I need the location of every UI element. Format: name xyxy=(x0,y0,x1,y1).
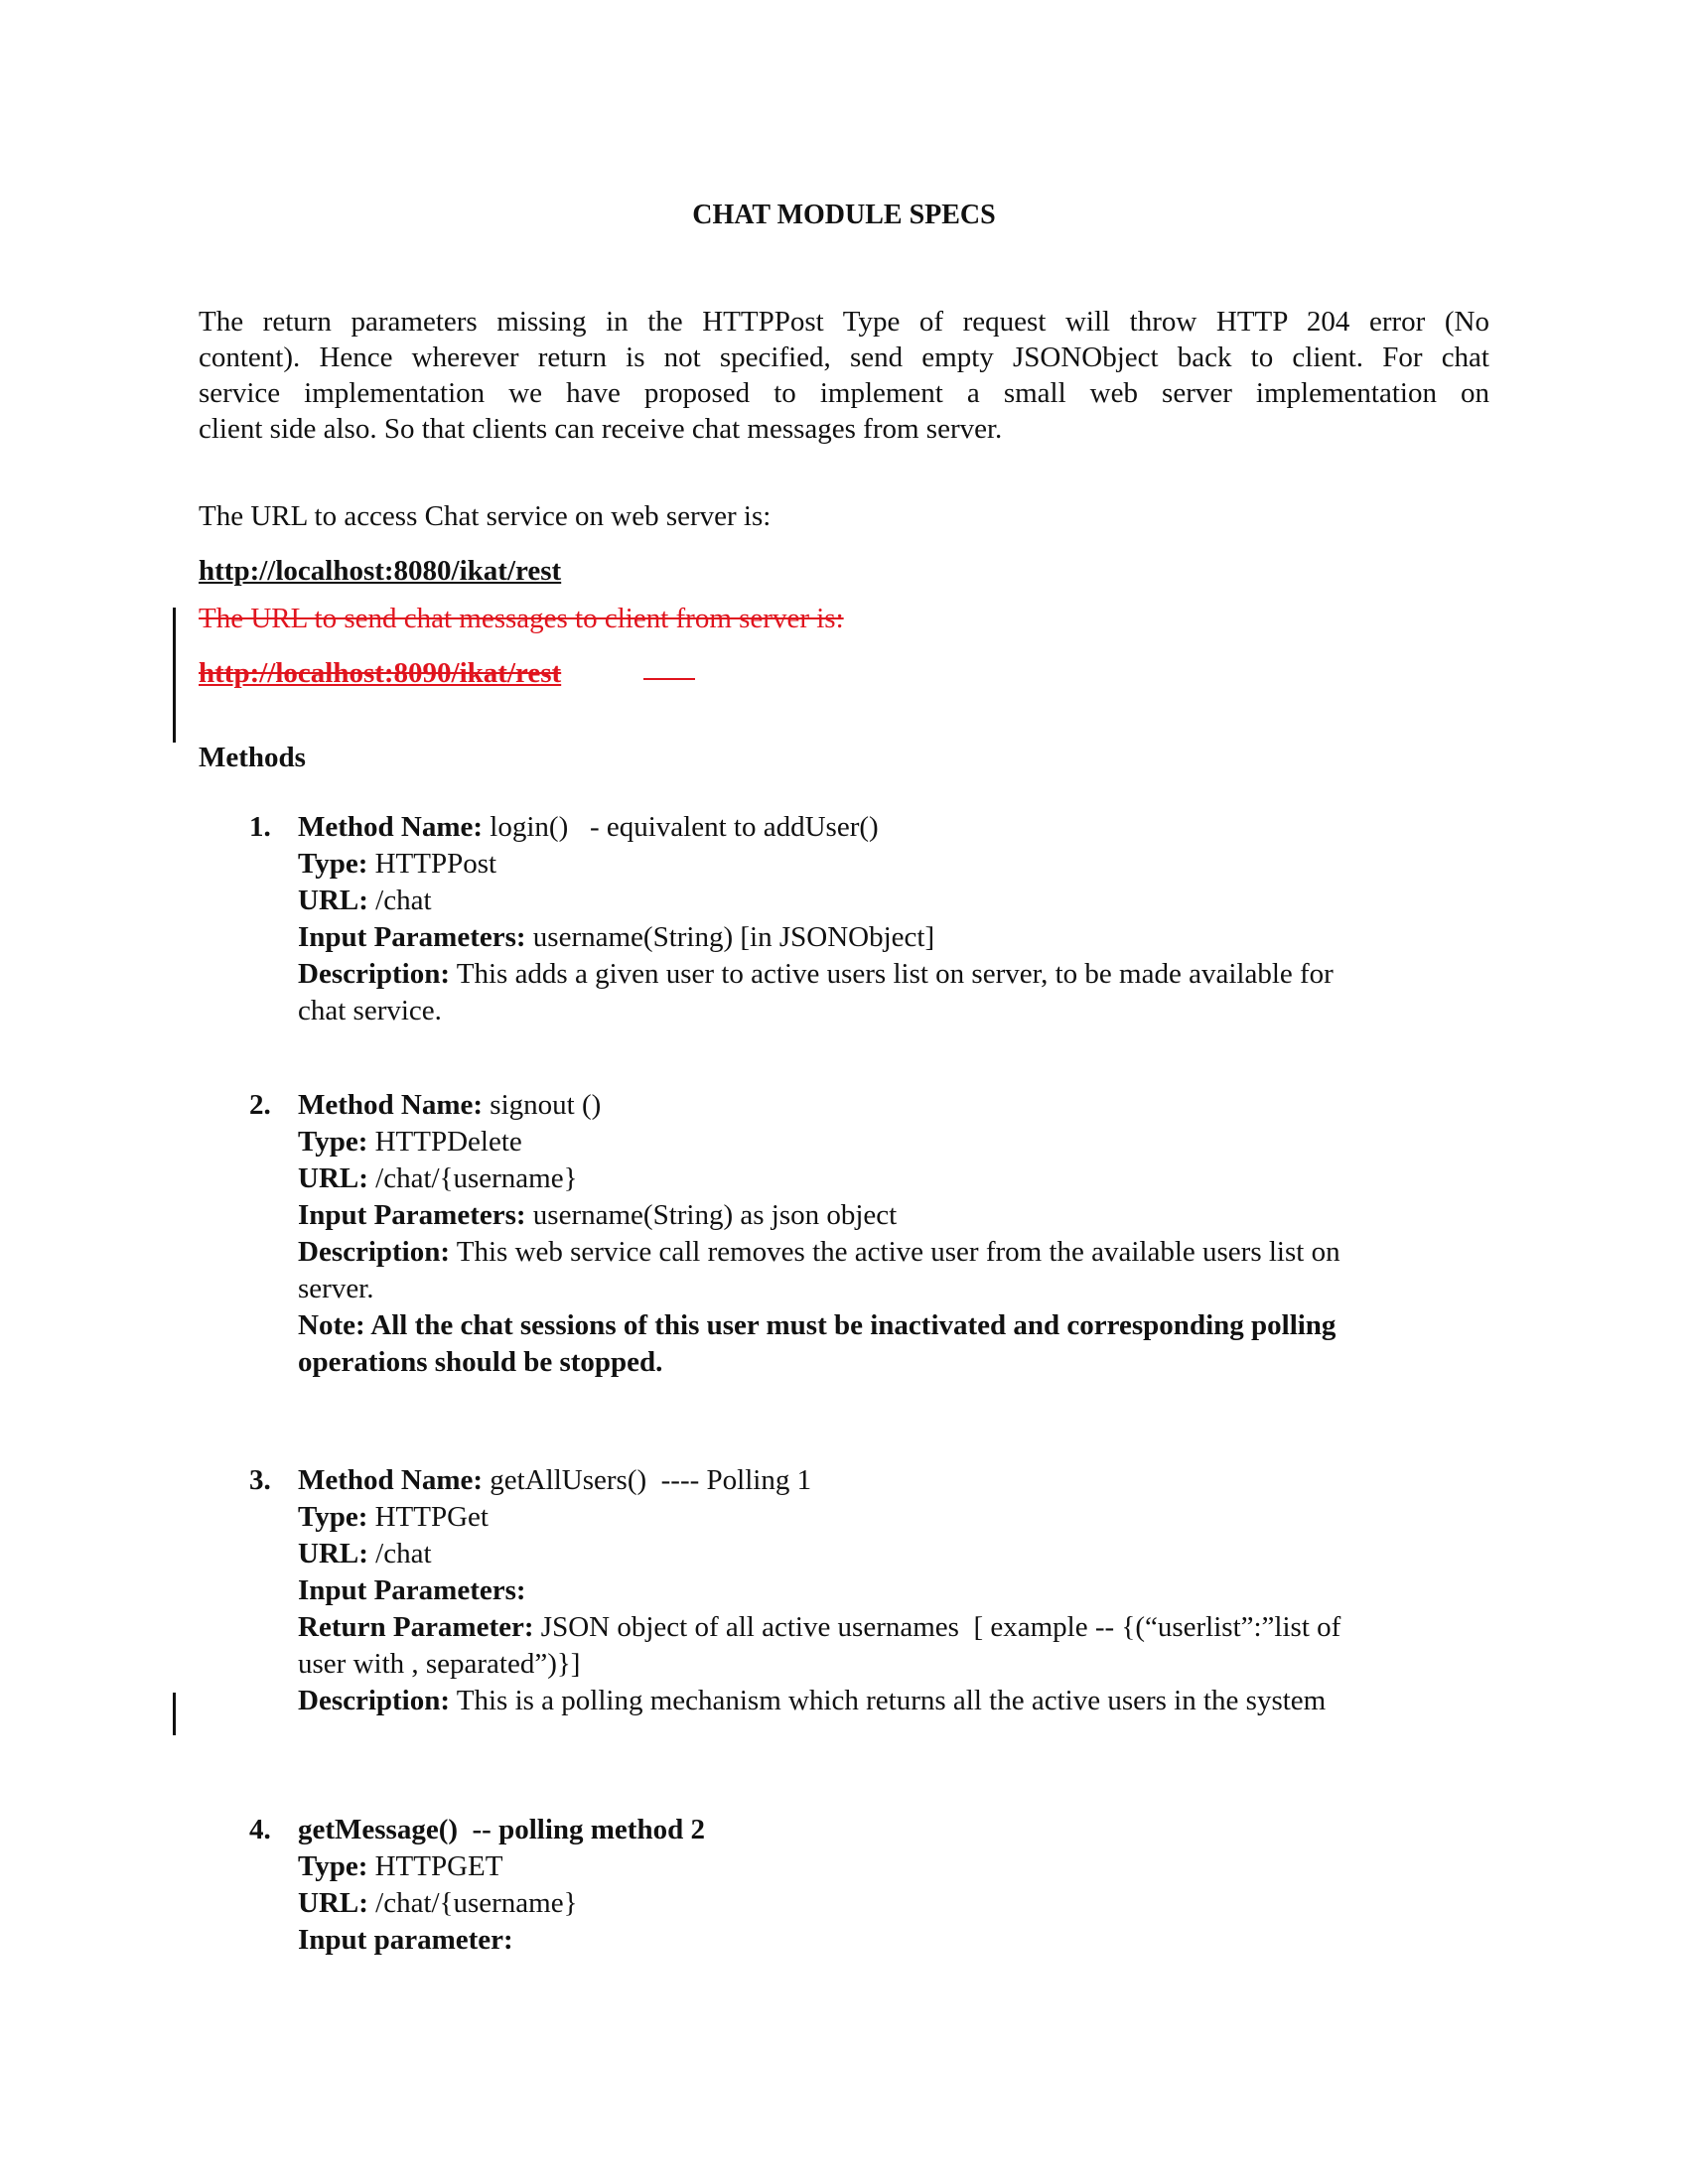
field-value: getAllUsers() ---- Polling 1 xyxy=(483,1464,812,1496)
method-number: 4. xyxy=(249,1814,271,1845)
intro-line: The return parameters missing in the HTTPPost Type of request will throw HTTP 204 error (No xyxy=(199,306,1489,338)
field-label: Description: xyxy=(298,1236,451,1268)
field-value: JSON object of all active usernames [ example -- {(“userlist”:”list of xyxy=(533,1611,1341,1643)
intro-line: content). Hence wherever return is not specified, send empty JSONObject back to client. For chat xyxy=(199,341,1489,373)
field-label: Type: xyxy=(298,848,368,880)
type-row xyxy=(298,1499,1489,1536)
intro-line: service implementation we have proposed to implement a small web server implementation on xyxy=(199,377,1489,409)
field-label: Description: xyxy=(298,958,451,990)
method-name-row xyxy=(298,1087,1489,1124)
strike-extension xyxy=(643,678,695,680)
method-item-login xyxy=(298,809,1489,1029)
description-row xyxy=(298,1234,1489,1271)
field-value: /chat xyxy=(367,885,432,916)
field-label: Description: xyxy=(298,1685,451,1716)
field-label: Input Parameters: xyxy=(298,921,526,953)
intro-line: client side also. So that clients can receive chat messages from server. xyxy=(199,413,1003,445)
field-value: HTTPDelete xyxy=(367,1126,522,1158)
method-number: 2. xyxy=(249,1089,271,1121)
url-row xyxy=(298,1536,1489,1572)
description-row xyxy=(298,1683,1489,1719)
access-url-link[interactable]: http://localhost:8080/ikat/rest xyxy=(199,555,562,587)
field-value: This adds a given user to active users list on server, to be made available for xyxy=(450,958,1334,990)
deleted-url-link[interactable]: http://localhost:8090/ikat/rest xyxy=(199,657,562,689)
method-item-signout xyxy=(298,1087,1489,1381)
method-number: 3. xyxy=(249,1464,271,1496)
field-value: signout () xyxy=(483,1089,602,1121)
field-value: This is a polling mechanism which returns all the active users in the system xyxy=(450,1685,1327,1716)
field-label: URL: xyxy=(298,1538,368,1570)
field-label: Type: xyxy=(298,1501,368,1533)
method-name-row xyxy=(298,809,1489,846)
return-row xyxy=(298,1609,1489,1646)
input-row xyxy=(298,919,1489,956)
input-row xyxy=(298,1572,1489,1609)
field-label: Method Name: xyxy=(298,1089,484,1121)
input-row xyxy=(298,1197,1489,1234)
field-label: URL: xyxy=(298,885,368,916)
method-item-getmessage xyxy=(298,1812,1489,1959)
field-value: HTTPGet xyxy=(367,1501,489,1533)
field-value: HTTPPost xyxy=(367,848,497,880)
description-row-cont: chat service. xyxy=(298,995,442,1026)
field-label: Return Parameter: xyxy=(298,1611,534,1643)
method-number: 1. xyxy=(249,811,271,843)
field-value: HTTPGET xyxy=(367,1850,503,1882)
methods-heading: Methods xyxy=(199,742,306,773)
field-value: login() - equivalent to addUser() xyxy=(483,811,879,843)
field-label: URL: xyxy=(298,1887,368,1919)
field-label: Method Name: xyxy=(298,811,484,843)
field-label: Input Parameters: xyxy=(298,1199,526,1231)
method-name-row xyxy=(298,1462,1489,1499)
type-row xyxy=(298,1848,1489,1885)
page-title: CHAT MODULE SPECS xyxy=(692,200,996,230)
field-value: /chat xyxy=(367,1538,432,1570)
description-row-cont: server. xyxy=(298,1273,374,1304)
method-heading-row: getMessage() -- polling method 2 xyxy=(298,1814,705,1845)
field-label: Input parameter: xyxy=(298,1924,513,1956)
change-bar xyxy=(173,1693,176,1735)
return-row-cont: user with , separated”)}] xyxy=(298,1648,581,1680)
url-row xyxy=(298,1885,1489,1922)
type-row xyxy=(298,1124,1489,1160)
field-label: Type: xyxy=(298,1126,368,1158)
type-row xyxy=(298,846,1489,883)
intro-paragraph xyxy=(199,304,1489,447)
method-item-getallusers xyxy=(298,1462,1489,1719)
url-row xyxy=(298,883,1489,919)
note-row-cont: operations should be stopped. xyxy=(298,1346,663,1378)
field-value: /chat/{username} xyxy=(367,1887,578,1919)
note-row: Note: All the chat sessions of this user must be inactivated and corresponding polling xyxy=(298,1309,1336,1341)
field-label: URL: xyxy=(298,1162,368,1194)
field-value: This web service call removes the active user from the available users list on xyxy=(450,1236,1340,1268)
field-value: /chat/{username} xyxy=(367,1162,578,1194)
input-row xyxy=(298,1922,1489,1959)
url-row xyxy=(298,1160,1489,1197)
change-bar xyxy=(173,608,176,743)
description-row xyxy=(298,956,1489,993)
deleted-url-label: The URL to send chat messages to client from server is: xyxy=(199,603,844,634)
access-url-label: The URL to access Chat service on web server is: xyxy=(199,500,772,532)
field-label: Method Name: xyxy=(298,1464,484,1496)
field-label: Type: xyxy=(298,1850,368,1882)
field-value: username(String) as json object xyxy=(525,1199,898,1231)
field-value: username(String) [in JSONObject] xyxy=(525,921,935,953)
field-label: Input Parameters: xyxy=(298,1574,526,1606)
